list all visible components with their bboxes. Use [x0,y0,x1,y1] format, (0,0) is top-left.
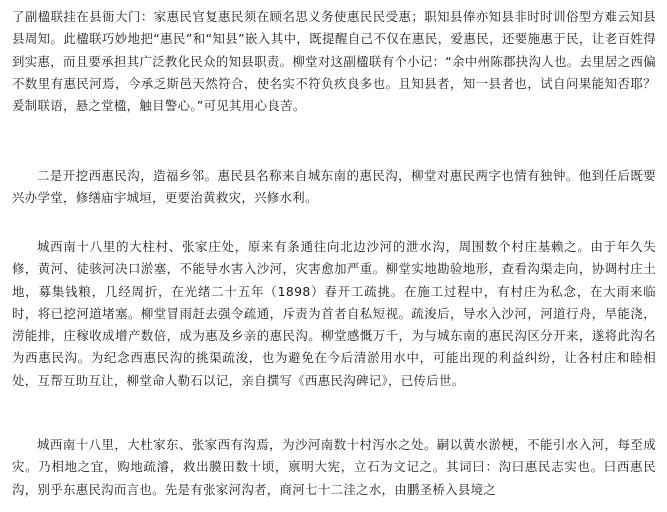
paragraph-ditch-dredging: 城西南十八里的大柱村、张家庄处，原来有条通往向北边沙河的泄水沟，周围数个村庄基赖之。由于年久失修，黄河、徒骇河决口淤塞，不能导水害入沙河，灾害愈加严重。柳堂实地勘验地形，查看沟渠走向，协调村庄土地，募集钱粮，几经周折，在光绪二十五年（1898）春开工疏挑。在施工过程中，有村庄为私念，在大雨来临时，将已挖河道堵塞。柳堂冒雨赶去强令疏通，斥责为首者自私短视。疏浚后，导水入沙河，河道行舟，旱能浇，涝能排，庄稼收成增产数倍，成为惠及乡亲的惠民沟。柳堂感慨万千，为与城东南的惠民沟区分开来，遂将此沟名为西惠民沟。为纪念西惠民沟的挑渠疏浚，也为避免在今后清淤用水中，可能出现的利益纠纷，让各村庄和睦相处，互帮互助互让，柳堂命人勒石以记，亲自撰写《西惠民沟碑记》，已传后世。 [12,239,656,388]
paragraph-west-huimin-ditch-intro: 二是开挖西惠民沟，造福乡邻。惠民县名称来自城东南的惠民沟，柳堂对惠民两字也情有独钟。他到任后既要兴办学堂，修缮庙宇城垣，更要治黄救灾，兴修水利。 [12,168,656,206]
paragraph-couplet: 了副楹联挂在县衙大门：家惠民官复惠民须在顾名思义务使惠民民受惠；职知县俸亦知县非时时训俗型方难云知县县周知。此楹联巧妙地把“惠民”和“知县”嵌入其中，既提醒自己不仅在惠民，爱惠民，还要施惠于民，让老百姓得到实惠，而且要承担其广泛教化民众的知县职责。柳堂对这副楹联有个小记：“余中州陈郡抉沟人也。去里居之西偏不数里有惠民河焉，今承乏斯邑天然符合，使名实不符负疚良多也。且知县者，知一县者也，试自问果能知否耶？爰制联语，悬之堂楹，触目警心。”可见其用心良苦。 [12,9,656,114]
paragraph-stele-inscription: 城西南十八里，大杜家东、张家西有沟焉，为沙河南数十村泻水之处。嗣以黄水淤梗，不能引水入河，每至成灾。乃相地之宜，购地疏濬，救出膜田数十顷，禀明大宪，立石为文记之。其词曰：沟曰惠民志实也。曰西惠民沟，别乎东惠民沟而言也。先是有张家河沟者，商河七十二洼之水，由鹏圣桥入县境之 [12,437,656,497]
